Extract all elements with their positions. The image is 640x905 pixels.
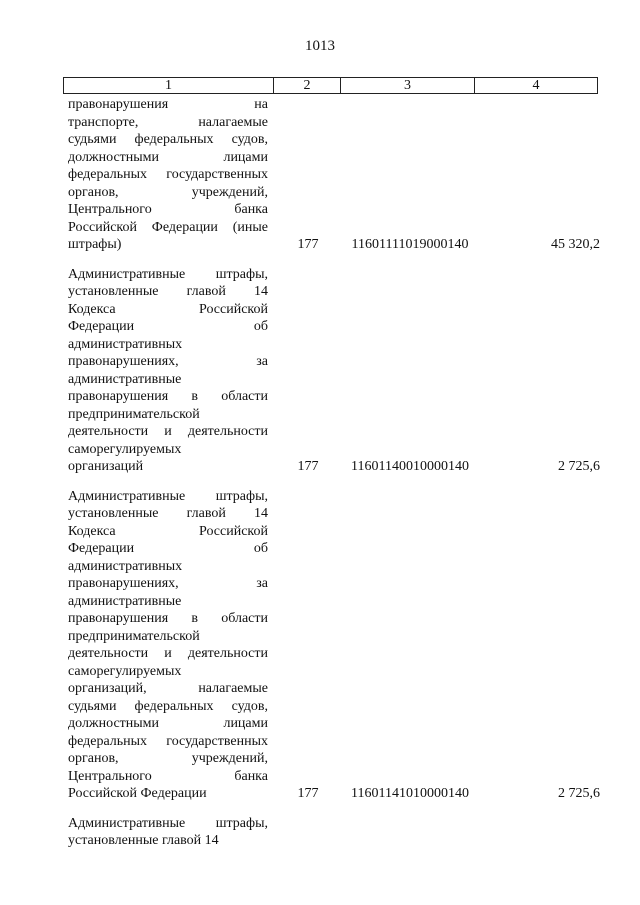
description-line: установленные главой 14 <box>68 506 268 521</box>
description-line: саморегулируемых <box>68 663 182 679</box>
description-line: должностными лицами <box>68 149 268 165</box>
description-line: федеральных государственных <box>68 733 268 749</box>
budget-classification-code: 11601141010000140 <box>351 786 469 801</box>
column-number-1: 1 <box>165 78 172 93</box>
column-number-4: 4 <box>474 78 597 93</box>
description-line: Российской Федерации (иные <box>68 219 268 235</box>
description-line: Федерации об <box>68 319 268 334</box>
description-line: организаций, налагаемые <box>68 681 268 696</box>
description-line: судьями федеральных судов, <box>68 132 268 147</box>
description-line: Кодекса Российской <box>68 301 268 317</box>
description-line: Административные штрафы, <box>68 488 268 504</box>
description-line: установленные главой 14 <box>68 833 219 848</box>
budget-classification-code: 11601140010000140 <box>351 459 469 474</box>
description-line: правонарушения на <box>68 97 268 112</box>
description-line: правонарушения в области <box>68 611 268 626</box>
amount-value: 2 725,6 <box>558 786 600 801</box>
description-line: органов, учреждений, <box>68 184 268 200</box>
description-line: Федерации об <box>68 541 268 556</box>
description-line: установленные главой 14 <box>68 284 268 299</box>
admin-code: 177 <box>297 459 319 474</box>
table-body <box>63 96 603 850</box>
description-line: Центрального банка <box>68 202 268 217</box>
description-line: Российской Федерации <box>68 786 207 801</box>
description-line: деятельности и деятельности <box>68 646 268 661</box>
description-line: правонарушениях, за <box>68 576 268 591</box>
description-line: транспорте, налагаемые <box>68 114 268 130</box>
page-number: 1013 <box>305 38 335 54</box>
description-line: Административные штрафы, <box>68 266 268 282</box>
description-line: должностными лицами <box>68 716 268 731</box>
amount-value: 45 320,2 <box>551 237 600 252</box>
row-description <box>63 266 268 476</box>
row-description <box>63 96 268 254</box>
description-line: административные <box>68 593 182 609</box>
description-line: административных <box>68 336 183 352</box>
description-line: деятельности и деятельности <box>68 424 268 439</box>
column-number-2: 2 <box>273 78 340 93</box>
row-description <box>63 815 268 850</box>
description-line: саморегулируемых <box>68 441 182 457</box>
table-row <box>63 488 603 803</box>
amount-value: 2 725,6 <box>558 459 600 474</box>
description-line: Административные штрафы, <box>68 815 268 831</box>
description-line: судьями федеральных судов, <box>68 698 268 714</box>
description-line: правонарушениях, за <box>68 354 268 369</box>
description-line: органов, учреждений, <box>68 751 268 766</box>
admin-code: 177 <box>297 237 319 252</box>
description-line: предпринимательской <box>68 406 200 422</box>
description-line: Центрального банка <box>68 768 268 784</box>
table-row <box>63 815 603 850</box>
table-row <box>63 96 603 254</box>
admin-code: 177 <box>297 786 319 801</box>
description-line: административные <box>68 371 182 387</box>
table-row <box>63 266 603 476</box>
description-line: правонарушения в области <box>68 389 268 404</box>
description-line: организаций <box>68 459 144 474</box>
column-number-3: 3 <box>340 78 474 93</box>
description-line: предпринимательской <box>68 628 200 644</box>
description-line: Кодекса Российской <box>68 523 268 539</box>
budget-classification-code: 11601111019000140 <box>351 237 469 252</box>
table-column-header <box>63 77 598 94</box>
row-description <box>63 488 268 803</box>
description-line: административных <box>68 558 183 574</box>
description-line: федеральных государственных <box>68 167 268 182</box>
description-line: штрафы) <box>68 237 122 252</box>
